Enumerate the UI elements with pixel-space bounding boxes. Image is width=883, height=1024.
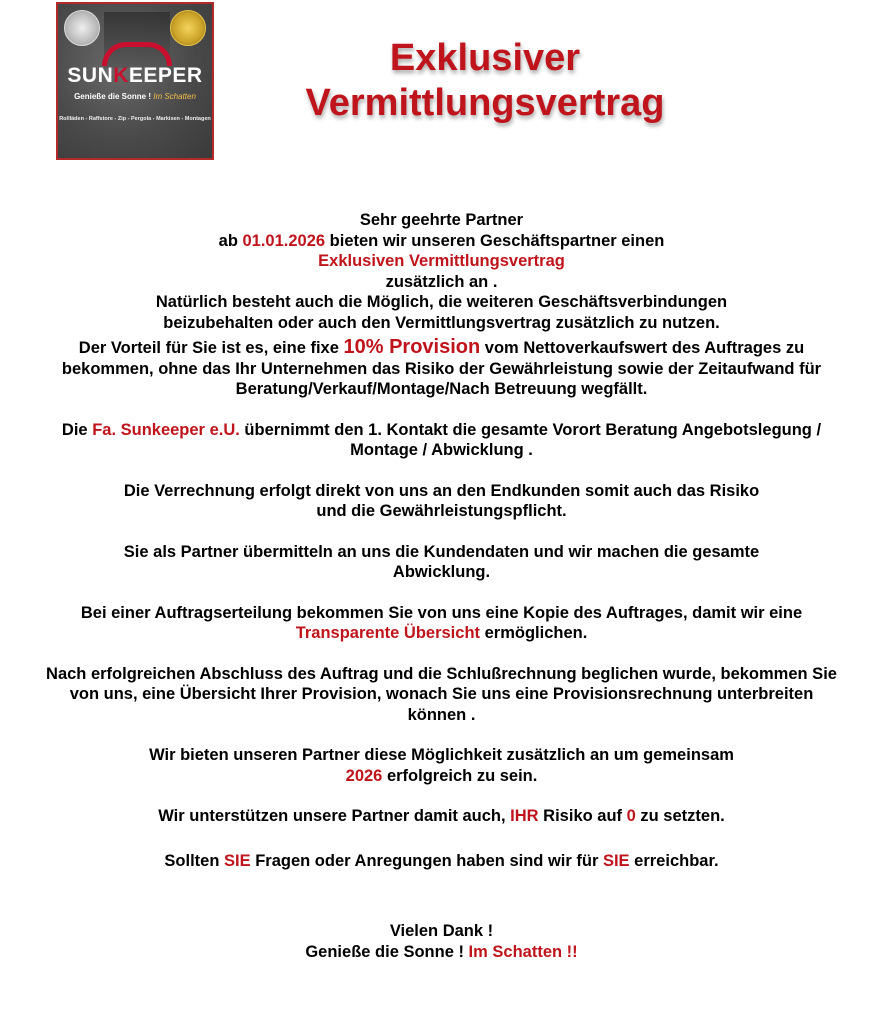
risk-paragraph: Wir unterstützen unsere Partner damit auch, IHR Risiko auf 0 zu setzten. — [158, 807, 725, 825]
partner-paragraph: Sie als Partner übermitteln an uns die Kundendaten und wir machen die gesamte Abwicklung. — [123, 542, 760, 581]
awning-arc-icon — [102, 42, 172, 66]
greeting: Sehr geehrte Partner — [359, 211, 524, 229]
order-paragraph: Bei einer Auftragserteilung bekommen Sie von uns eine Kopie des Auftrages, damit wir eine Transparente Übersicht ermöglichen. — [80, 603, 803, 642]
intro-addition: zusätzlich an . — [385, 272, 498, 291]
logo-products: Rollläden - Raffstore - Zip - Pergola - Markisen - Montagen — [59, 116, 211, 122]
gold-seal-icon — [170, 10, 206, 46]
contact-paragraph: Sollten SIE Fragen oder Anregungen haben sind wir für SIE erreichbar. — [164, 851, 719, 870]
sunkeeper-logo — [56, 2, 214, 160]
thanks: Vielen Dank ! — [389, 922, 494, 940]
letter-body — [20, 210, 863, 962]
commission-paragraph: Nach erfolgreichen Abschluss des Auftrag und die Schlußrechnung beglichen wurde, bekommen Sie von uns, eine Übersicht Ihrer Provision, wonach Sie uns eine Provisionsrechnung unterbreiten können . — [46, 664, 837, 724]
billing-paragraph: Die Verrechnung erfolgt direkt von uns an den Endkunden somit auch das Risiko und die Gewährleistungspflicht. — [123, 481, 760, 520]
company-paragraph: Die Fa. Sunkeeper e.U. übernimmt den 1. Kontakt die gesamte Vorort Beratung Angebotslegung / Montage / Abwicklung . — [61, 420, 822, 459]
page-title: Exklusiver Vermittlungsvertrag — [305, 37, 665, 124]
contract-name: Exklusiven Vermittlungsvertrag — [318, 252, 565, 270]
advantage-paragraph: Der Vorteil für Sie ist es, eine fixe 10% Provision vom Nettoverkaufswert des Auftrages zu bekommen, ohne das Ihr Unternehmen das Risiko der Gewährleistung sowie der Zeitaufwand für Beratung/Verkauf/Montage/Nach Betreuung wegfällt. — [61, 336, 822, 398]
logo-brand: SUNKEEPER — [67, 64, 203, 87]
intro-line: ab 01.01.2026 bieten wir unseren Geschäftspartner einen — [218, 231, 665, 250]
intro-possibility: Natürlich besteht auch die Möglich, die weiteren Geschäftsverbindungen beizubehalten oder auch den Vermittlungsvertrag zusätzlich zu nutzen. — [155, 293, 728, 332]
closing-slogan: Genieße die Sonne ! Im Schatten !! — [305, 942, 578, 961]
offer-paragraph: Wir bieten unseren Partner diese Möglichkeit zusätzlich an um gemeinsam 2026 erfolgreich zu sein. — [149, 746, 734, 785]
logo-tagline: Genieße die Sonne ! Im Schatten — [74, 92, 196, 101]
silver-seal-icon — [64, 10, 100, 46]
